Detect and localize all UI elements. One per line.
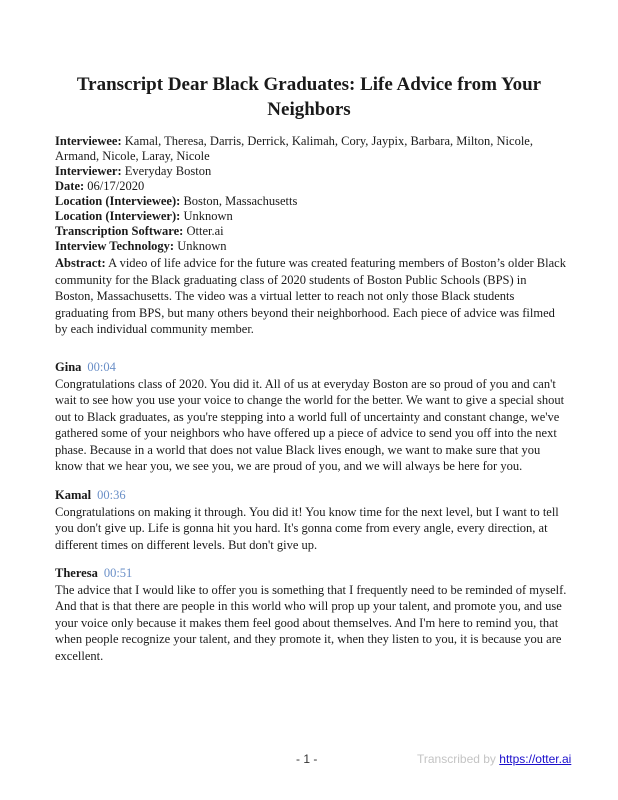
document-title: Transcript Dear Black Graduates: Life Advice from Your Neighbors — [76, 74, 542, 120]
segment-header — [55, 359, 567, 376]
segment-text: Congratulations class of 2020. You did it. All of us at everyday Boston are so proud of you and can't wait to see how you use your voice to change the world for the better. We want to give a special shout out to Black graduates, as you're stepping into a world full of uncertainty and constant change, we've gathered some of your neighbors who have offered up a piece of advice to send you off into the next phase. Because in a world that does not value Black lives enough, we want to make sure that you know that we hear you, we see you, we are proud of you, and we will always be here for you. — [55, 376, 565, 473]
page-number: - 1 - — [296, 752, 318, 766]
meta-location-interviewer — [55, 209, 565, 224]
segment-header — [55, 487, 567, 504]
speaker-name: Gina — [55, 360, 82, 374]
transcript-segment — [55, 487, 567, 553]
speaker-name: Theresa — [55, 566, 98, 580]
meta-label: Transcription Software: — [55, 224, 184, 238]
segment-header — [55, 565, 567, 582]
timestamp: 00:36 — [97, 488, 126, 502]
meta-date — [55, 179, 565, 194]
meta-value: Kamal, Theresa, Darris, Derrick, Kalimah, Cory, Jaypix, Barbara, Milton, Nicole, Armand, Nicole, Laray, Nicole — [55, 134, 533, 163]
transcript-segment — [55, 565, 567, 664]
meta-value: Unknown — [177, 239, 227, 253]
transcription-credit — [417, 752, 571, 766]
meta-value: Boston, Massachusetts — [183, 194, 298, 208]
speaker-name: Kamal — [55, 488, 92, 502]
metadata-block — [55, 134, 565, 254]
abstract-label: Abstract: — [55, 256, 106, 270]
abstract-text: A video of life advice for the future was created featuring members of Boston’s older Black community for the Black graduating class of 2020 students of Boston Public Schools (BPS) in Boston, Massachusetts. The video was a virtual letter to reach not only those Black students graduating from BPS, but many others beyond their neighborhood. Each piece of advice was filmed by each individual community member. — [55, 256, 566, 336]
segment-text: The advice that I would like to offer you is something that I frequently need to be reminded of myself. And that is that there are people in this world who will prop up your talent, and promote you, and use your voice only because it makes them feel good about themselves. And I'm here to remind you, that when people recognize your talent, and they promote it, when they listen to you, it is because you are excellent. — [55, 582, 567, 663]
meta-value: Everyday Boston — [124, 164, 212, 178]
credit-text: Transcribed by — [417, 752, 496, 766]
timestamp: 00:51 — [103, 566, 133, 580]
segment-text: Congratulations on making it through. You did it! You know time for the next level, but I want to tell you don't give up. Life is gonna hit you hard. It's gonna come from every angle, every direction, at different times on different levels. But don't give up. — [55, 504, 559, 552]
meta-value: Unknown — [183, 209, 233, 223]
otter-link[interactable]: https://otter.ai — [499, 752, 572, 766]
abstract — [55, 255, 567, 338]
meta-value: Otter.ai — [186, 224, 224, 238]
meta-value: 06/17/2020 — [87, 179, 145, 193]
meta-label: Location (Interviewer): — [55, 209, 181, 223]
meta-label: Interviewee: — [55, 134, 122, 148]
meta-label: Interviewer: — [55, 164, 122, 178]
meta-label: Date: — [55, 179, 85, 193]
meta-label: Location (Interviewee): — [55, 194, 181, 208]
timestamp: 00:04 — [87, 360, 116, 374]
transcript-segment — [55, 359, 567, 475]
meta-transcription-software — [55, 224, 565, 239]
meta-interviewee — [55, 134, 565, 164]
meta-interview-technology — [55, 239, 565, 254]
meta-label: Interview Technology: — [55, 239, 175, 253]
meta-location-interviewee — [55, 194, 565, 209]
meta-interviewer — [55, 164, 565, 179]
